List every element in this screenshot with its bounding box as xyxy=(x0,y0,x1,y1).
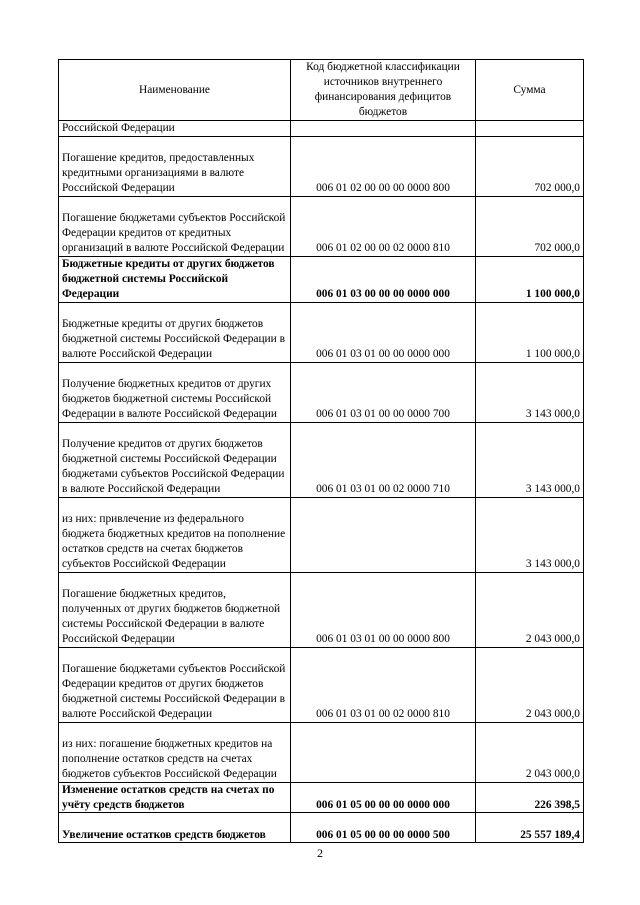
table-row xyxy=(59,722,584,782)
row-sum-cell: 3 143 000,0 xyxy=(476,422,584,497)
row-name-cell: Изменение остатков средств на счетах по учёту средств бюджетов xyxy=(59,782,291,813)
table-row xyxy=(59,647,584,722)
table-row xyxy=(59,136,584,196)
row-name-cell: Получение кредитов от других бюджетов бюджетной системы Российской Федерации бюджетами субъектов Российской Федерации в валюте Российской Федерации xyxy=(59,422,291,497)
row-name-cell: Увеличение остатков средств бюджетов xyxy=(59,813,291,843)
row-code-cell: 006 01 03 01 00 00 0000 700 xyxy=(291,362,476,422)
row-sum-cell: 2 043 000,0 xyxy=(476,647,584,722)
table-row xyxy=(59,422,584,497)
row-code-cell: 006 01 03 01 00 02 0000 810 xyxy=(291,647,476,722)
table-row xyxy=(59,497,584,572)
row-sum-cell: 2 043 000,0 xyxy=(476,572,584,647)
table-row xyxy=(59,362,584,422)
row-sum-cell: 3 143 000,0 xyxy=(476,497,584,572)
row-code-cell: 006 01 03 01 00 00 0000 000 xyxy=(291,302,476,362)
row-code-cell: 006 01 03 01 00 02 0000 710 xyxy=(291,422,476,497)
row-sum-cell xyxy=(476,121,584,137)
row-sum-cell: 226 398,5 xyxy=(476,782,584,813)
row-sum-cell: 2 043 000,0 xyxy=(476,722,584,782)
table-row xyxy=(59,196,584,256)
row-code-cell: 006 01 05 00 00 00 0000 000 xyxy=(291,782,476,813)
table-body xyxy=(59,60,584,843)
row-sum-cell: 3 143 000,0 xyxy=(476,362,584,422)
row-sum-cell: 25 557 189,4 xyxy=(476,813,584,843)
row-code-cell: 006 01 03 01 00 00 0000 800 xyxy=(291,572,476,647)
row-sum-cell: 702 000,0 xyxy=(476,196,584,256)
row-name-cell: Российской Федерации xyxy=(59,121,291,137)
table-row xyxy=(59,813,584,843)
table-row xyxy=(59,782,584,813)
row-name-cell: Погашение бюджетами субъектов Российской Федерации кредитов от кредитных организаций в валюте Российской Федерации xyxy=(59,196,291,256)
row-code-cell: 006 01 02 00 00 02 0000 810 xyxy=(291,196,476,256)
table-row xyxy=(59,121,584,137)
row-code-cell xyxy=(291,121,476,137)
row-name-cell: из них: привлечение из федерального бюджета бюджетных кредитов на пополнение остатков средств на счетах бюджетов субъектов Российской Федерации xyxy=(59,497,291,572)
row-name-cell: Бюджетные кредиты от других бюджетов бюджетной системы Российской Федерации xyxy=(59,256,291,302)
header-sum: Сумма xyxy=(476,60,584,121)
row-name-cell: из них: погашение бюджетных кредитов на пополнение остатков средств на счетах бюджетов субъектов Российской Федерации xyxy=(59,722,291,782)
row-name-cell: Получение бюджетных кредитов от других бюджетов бюджетной системы Российской Федерации в валюте Российской Федерации xyxy=(59,362,291,422)
row-sum-cell: 702 000,0 xyxy=(476,136,584,196)
row-code-cell: 006 01 03 00 00 00 0000 000 xyxy=(291,256,476,302)
header-row xyxy=(59,60,584,121)
table-row xyxy=(59,256,584,302)
header-name: Наименование xyxy=(59,60,291,121)
row-name-cell: Погашение бюджетами субъектов Российской Федерации кредитов от других бюджетов бюджетной системы Российской Федерации в валюте Российской Федерации xyxy=(59,647,291,722)
row-name-cell: Бюджетные кредиты от других бюджетов бюджетной системы Российской Федерации в валюте Российской Федерации xyxy=(59,302,291,362)
page-number: 2 xyxy=(317,846,323,860)
row-code-cell xyxy=(291,497,476,572)
table-row xyxy=(59,302,584,362)
row-name-cell: Погашение бюджетных кредитов, полученных от других бюджетов бюджетной системы Российской Федерации в валюте Российской Федерации xyxy=(59,572,291,647)
row-name-cell: Погашение кредитов, предоставленных кредитными организациями в валюте Российской Федерации xyxy=(59,136,291,196)
row-sum-cell: 1 100 000,0 xyxy=(476,302,584,362)
row-code-cell: 006 01 05 00 00 00 0000 500 xyxy=(291,813,476,843)
budget-sources-table xyxy=(58,59,584,843)
row-sum-cell: 1 100 000,0 xyxy=(476,256,584,302)
header-code: Код бюджетной классификации источников внутреннего финансирования дефицитов бюджетов xyxy=(291,60,476,121)
row-code-cell xyxy=(291,722,476,782)
table-row xyxy=(59,572,584,647)
row-code-cell: 006 01 02 00 00 00 0000 800 xyxy=(291,136,476,196)
